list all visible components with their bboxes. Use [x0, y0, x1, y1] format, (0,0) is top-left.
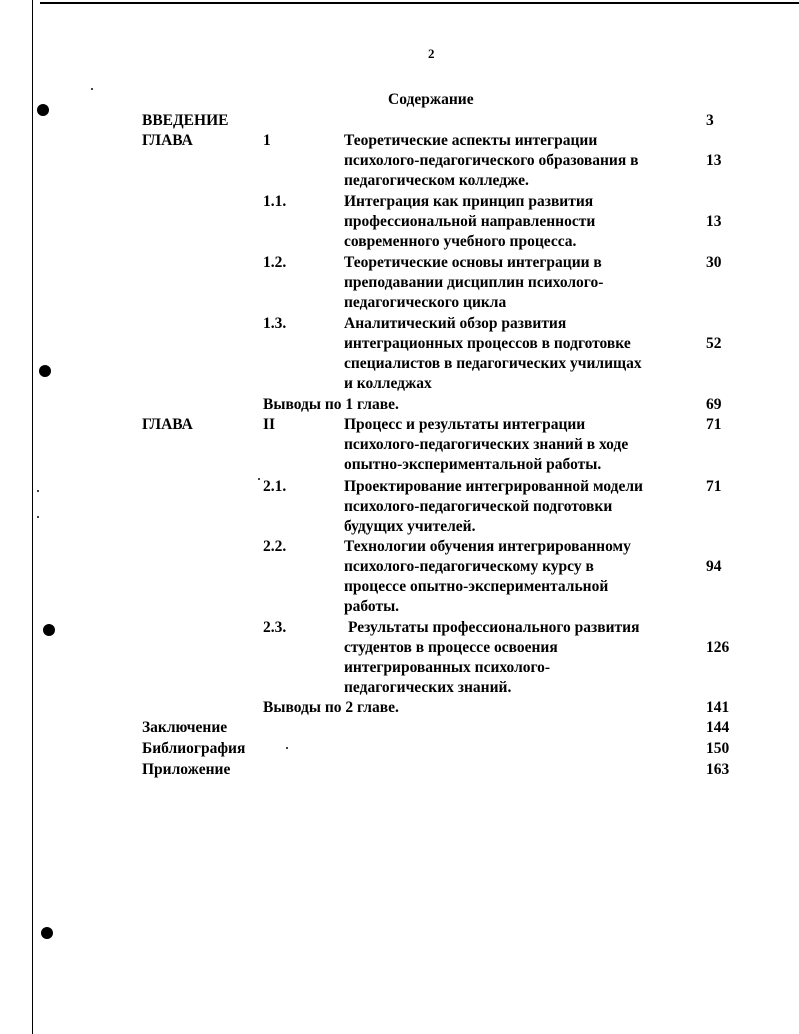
scan-top-edge: [40, 2, 799, 4]
conclusion-label: Выводы по 1 главе.: [263, 396, 399, 413]
scan-left-edge: [32, 0, 33, 1034]
scan-speck: [258, 478, 260, 480]
section-number: 2.3.: [263, 619, 287, 636]
section-title: Интеграция как принцип развития профессиональной направленности современного учебного процесса.: [344, 193, 596, 250]
section-number: 1.2.: [263, 254, 287, 271]
section-title: Аналитический обзор развития интеграционных процессов в подготовке специалистов в педагогических училищах и колледжах: [344, 315, 642, 392]
backmatter-page: 163: [706, 761, 730, 778]
page-number: 2: [428, 46, 435, 61]
chapter-2-page: 71: [706, 416, 722, 433]
section-page: 94: [706, 558, 722, 575]
chapter-1-page: 13: [706, 152, 722, 169]
backmatter-page: 144: [706, 719, 730, 736]
scan-speck: [37, 516, 39, 518]
section-page: 71: [706, 478, 722, 495]
scan-speck: [37, 490, 39, 492]
chapter-2-label: ГЛАВА: [142, 416, 193, 433]
backmatter-label: Заключение: [142, 719, 228, 736]
backmatter-page: 150: [706, 740, 730, 757]
section-number: 2.2.: [263, 538, 287, 555]
conclusion-page: 69: [706, 396, 722, 413]
section-title: Результаты профессионального развития студентов в процессе освоения интегрированных психолого- педагогических знаний.: [344, 619, 640, 696]
chapter-2-number: II: [263, 416, 276, 433]
scan-speck: [286, 747, 288, 749]
conclusion-label: Выводы по 2 главе.: [263, 699, 399, 716]
section-page: 30: [706, 254, 722, 271]
conclusion-page: 141: [706, 699, 730, 716]
chapter-1-number: 1: [263, 132, 271, 149]
punch-hole: [37, 104, 49, 116]
backmatter-label: Библиография: [142, 740, 246, 757]
section-number: 2.1.: [263, 478, 287, 495]
section-page: 13: [706, 213, 722, 230]
intro-page: 3: [706, 112, 714, 129]
toc-title: Содержание: [388, 91, 474, 108]
section-title: Теоретические основы интеграции в преподавании дисциплин психолого- педагогического цикла: [344, 254, 604, 311]
backmatter-label: Приложение: [142, 761, 231, 778]
section-number: 1.1.: [263, 193, 287, 210]
punch-hole: [39, 365, 51, 377]
section-title: Проектирование интегрированной модели психолого-педагогической подготовки будущих учителей.: [344, 478, 643, 535]
punch-hole: [43, 624, 55, 636]
section-title: Технологии обучения интегрированному психолого-педагогическому курсу в процессе опытно-экспериментальной работы.: [344, 538, 631, 615]
chapter-1-title: Теоретические аспекты интеграции психолого-педагогического образования в педагогическом колледже.: [344, 132, 639, 189]
section-page: 126: [706, 639, 730, 656]
section-number: 1.3.: [263, 315, 287, 332]
section-page: 52: [706, 335, 722, 352]
chapter-2-title: Процесс и результаты интеграции психолого-педагогических знаний в ходе опытно-экспериментальной работы.: [344, 416, 629, 473]
scan-speck: [91, 88, 93, 90]
punch-hole: [41, 927, 53, 939]
chapter-1-label: ГЛАВА: [142, 132, 193, 149]
intro-label: ВВЕДЕНИЕ: [142, 112, 229, 129]
